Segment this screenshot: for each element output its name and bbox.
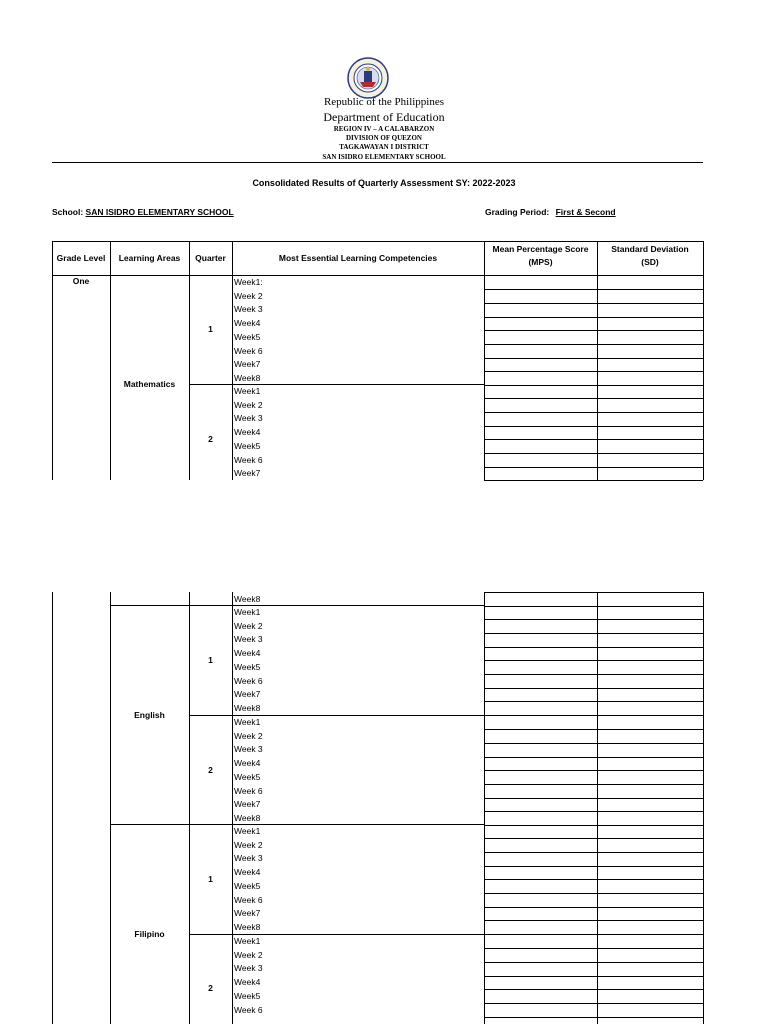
mps-cell[interactable] (485, 441, 596, 453)
department-label: Department of Education (323, 110, 445, 124)
sd-cell[interactable] (598, 373, 702, 385)
week-label: Week1 (234, 607, 261, 617)
sd-cell[interactable] (598, 318, 702, 330)
sd-cell[interactable] (598, 413, 702, 425)
sd-cell[interactable] (598, 908, 702, 920)
mps-cell[interactable] (485, 386, 596, 398)
week-label: Week8 (234, 702, 261, 713)
sd-cell[interactable] (598, 676, 702, 688)
score-row-line (484, 934, 703, 935)
week-label: Week5 (234, 440, 261, 451)
mps-cell[interactable] (485, 277, 596, 289)
subject-filipino: Filipino (134, 929, 165, 939)
sd-cell[interactable] (598, 455, 702, 467)
col-melc: Most Essential Learning Competencies (278, 253, 438, 263)
score-row-line (484, 480, 703, 481)
mps-cell[interactable] (485, 468, 596, 480)
region-label: REGION IV – A CALABARZON (333, 125, 435, 133)
week-label: Week 3 (234, 853, 263, 864)
grading-period-label: Grading Period: (485, 207, 550, 217)
col-sd-line2: (SD) (641, 256, 659, 267)
sd-cell[interactable] (598, 799, 702, 811)
week-label: Week4 (234, 977, 261, 988)
school-field-value: SAN ISIDRO ELEMENTARY SCHOOL (85, 207, 234, 217)
math-quarter-2: 2 (208, 434, 213, 444)
mps-cell[interactable] (485, 1005, 596, 1017)
grading-period-value: First & Second (555, 207, 616, 217)
week-label: Week 2 (234, 730, 263, 741)
sd-cell[interactable] (598, 881, 702, 893)
division-label: DIVISION OF QUEZON (346, 134, 422, 142)
score-row-line (484, 715, 703, 716)
mps-cell[interactable] (485, 826, 596, 838)
week-label: Week 6 (234, 345, 263, 356)
week-label: Week8 (234, 812, 261, 823)
sd-cell[interactable] (598, 346, 702, 358)
mps-cell[interactable] (485, 840, 596, 852)
week-label: Week 6 (234, 1004, 263, 1015)
mps-cell[interactable] (485, 758, 596, 770)
mps-cell[interactable] (485, 346, 596, 358)
week-label: Week7 (234, 689, 261, 700)
mps-cell[interactable] (485, 799, 596, 811)
mps-cell[interactable] (485, 786, 596, 798)
mps-cell[interactable] (485, 304, 596, 316)
mps-cell[interactable] (485, 594, 596, 606)
week-label: Week 3 (234, 744, 263, 755)
mps-cell[interactable] (485, 853, 596, 865)
week-label: Week 2 (234, 620, 263, 631)
week-label: Week 3 (234, 413, 263, 424)
week-label: Week 2 (234, 399, 263, 410)
mps-cell[interactable] (485, 648, 596, 660)
english-quarter-1: 1 (208, 655, 213, 665)
school-header-label: SAN ISIDRO ELEMENTARY SCHOOL (322, 153, 446, 161)
week-label: Week 6 (234, 675, 263, 686)
mps-cell[interactable] (485, 895, 596, 907)
week-label: Week 2 (234, 839, 263, 850)
week-label: Week8 (234, 372, 261, 383)
school-field-label: School: (52, 207, 84, 217)
mps-cell[interactable] (485, 703, 596, 715)
score-row-line (484, 592, 703, 593)
week-label: Week5 (234, 661, 261, 672)
week-label: Week4 (234, 318, 261, 329)
week-label: Week1: (234, 277, 263, 287)
week-label: Week1 (234, 936, 261, 946)
sd-cell[interactable] (598, 689, 702, 701)
sd-cell[interactable] (598, 758, 702, 770)
week-label: Week5 (234, 331, 261, 342)
district-label: TAGKAWAYAN I DISTRICT (339, 143, 429, 151)
subject-english: English (134, 710, 165, 720)
english-quarter-2: 2 (208, 765, 213, 775)
sd-cell[interactable] (598, 291, 702, 303)
sd-cell[interactable] (598, 441, 702, 453)
mps-cell[interactable] (485, 291, 596, 303)
week-label: Week 6 (234, 785, 263, 796)
week-label: Week4 (234, 758, 261, 769)
mps-cell[interactable] (485, 332, 596, 344)
sd-cell[interactable] (598, 468, 702, 480)
mps-cell[interactable] (485, 867, 596, 879)
sd-cell[interactable] (598, 922, 702, 934)
mps-cell[interactable] (485, 689, 596, 701)
col-grade-level: Grade Level (56, 253, 106, 263)
filipino-quarter-1: 1 (208, 874, 213, 884)
col-quarter: Quarter (195, 253, 226, 263)
col-sd-line1: Standard Deviation (611, 244, 689, 254)
mps-cell[interactable] (485, 731, 596, 743)
subject-mathematics: Mathematics (123, 379, 176, 389)
mps-cell[interactable] (485, 621, 596, 633)
sd-cell[interactable] (598, 662, 702, 674)
sd-cell[interactable] (598, 400, 702, 412)
sd-cell[interactable] (598, 1005, 702, 1017)
mps-cell[interactable] (485, 922, 596, 934)
sd-cell[interactable] (598, 634, 702, 646)
sd-cell[interactable] (598, 895, 702, 907)
mps-cell[interactable] (485, 936, 596, 948)
week-label: Week5 (234, 880, 261, 891)
mps-cell[interactable] (485, 977, 596, 989)
sd-cell[interactable] (598, 867, 702, 879)
mps-cell[interactable] (485, 607, 596, 619)
sd-cell[interactable] (598, 977, 702, 989)
sd-cell[interactable] (598, 963, 702, 975)
week-label: Week 2 (234, 290, 263, 301)
sd-cell[interactable] (598, 813, 702, 825)
mps-cell[interactable] (485, 662, 596, 674)
week-label: Week1 (234, 717, 261, 727)
week-label: Week4 (234, 867, 261, 878)
sd-cell[interactable] (598, 427, 702, 439)
score-row-line (484, 1017, 703, 1018)
sd-cell[interactable] (598, 594, 702, 606)
sd-cell[interactable] (598, 607, 702, 619)
sd-cell[interactable] (598, 731, 702, 743)
sd-cell[interactable] (598, 936, 702, 948)
week-label: Week 6 (234, 894, 263, 905)
sd-cell[interactable] (598, 826, 702, 838)
sd-cell[interactable] (598, 786, 702, 798)
week-label: Week5 (234, 771, 261, 782)
mps-cell[interactable] (485, 400, 596, 412)
mps-cell[interactable] (485, 908, 596, 920)
mps-cell[interactable] (485, 813, 596, 825)
mps-cell[interactable] (485, 413, 596, 425)
week-label: Week8 (234, 921, 261, 932)
mps-cell[interactable] (485, 676, 596, 688)
week-label: Week 3 (234, 963, 263, 974)
mps-cell[interactable] (485, 772, 596, 784)
week-label: Week1 (234, 386, 261, 396)
week-label: Week7 (234, 799, 261, 810)
week-label: Week5 (234, 990, 261, 1001)
sd-cell[interactable] (598, 386, 702, 398)
week-label: Week 6 (234, 454, 263, 465)
col-learning-areas: Learning Areas (118, 253, 181, 263)
sd-cell[interactable] (598, 332, 702, 344)
week-label: Week1 (234, 826, 261, 836)
week-label: Week4 (234, 427, 261, 438)
week-label: Week 3 (234, 634, 263, 645)
week-label: Week7 (234, 359, 261, 370)
mps-cell[interactable] (485, 717, 596, 729)
mps-cell[interactable] (485, 373, 596, 385)
week-label: Week7 (234, 468, 261, 479)
grade-level-value: One (72, 276, 90, 286)
sd-cell[interactable] (598, 621, 702, 633)
sd-cell[interactable] (598, 853, 702, 865)
republic-label: Republic of the Philippines (323, 96, 445, 108)
sd-cell[interactable] (598, 359, 702, 371)
col-mps-line1: Mean Percentage Score (492, 244, 589, 254)
mps-cell[interactable] (485, 881, 596, 893)
week-label: Week 3 (234, 304, 263, 315)
mps-cell[interactable] (485, 963, 596, 975)
col-mps-line2: (MPS) (528, 256, 553, 267)
sd-cell[interactable] (598, 772, 702, 784)
mps-cell[interactable] (485, 991, 596, 1003)
sd-cell[interactable] (598, 744, 702, 756)
mps-cell[interactable] (485, 427, 596, 439)
math-quarter-1: 1 (208, 324, 213, 334)
week-label: Week8 (234, 594, 261, 604)
week-label: Week7 (234, 908, 261, 919)
week-label: Week4 (234, 648, 261, 659)
sd-cell[interactable] (598, 991, 702, 1003)
sd-cell[interactable] (598, 950, 702, 962)
mps-cell[interactable] (485, 634, 596, 646)
mps-cell[interactable] (485, 455, 596, 467)
sd-cell[interactable] (598, 648, 702, 660)
mps-cell[interactable] (485, 359, 596, 371)
mps-cell[interactable] (485, 318, 596, 330)
sd-cell[interactable] (598, 304, 702, 316)
sd-cell[interactable] (598, 277, 702, 289)
sd-cell[interactable] (598, 840, 702, 852)
page-title: Consolidated Results of Quarterly Assessment SY: 2022-2023 (252, 178, 516, 188)
week-label: Week 2 (234, 949, 263, 960)
sd-cell[interactable] (598, 717, 702, 729)
sd-cell[interactable] (598, 703, 702, 715)
filipino-quarter-2: 2 (208, 983, 213, 993)
mps-cell[interactable] (485, 744, 596, 756)
mps-cell[interactable] (485, 950, 596, 962)
